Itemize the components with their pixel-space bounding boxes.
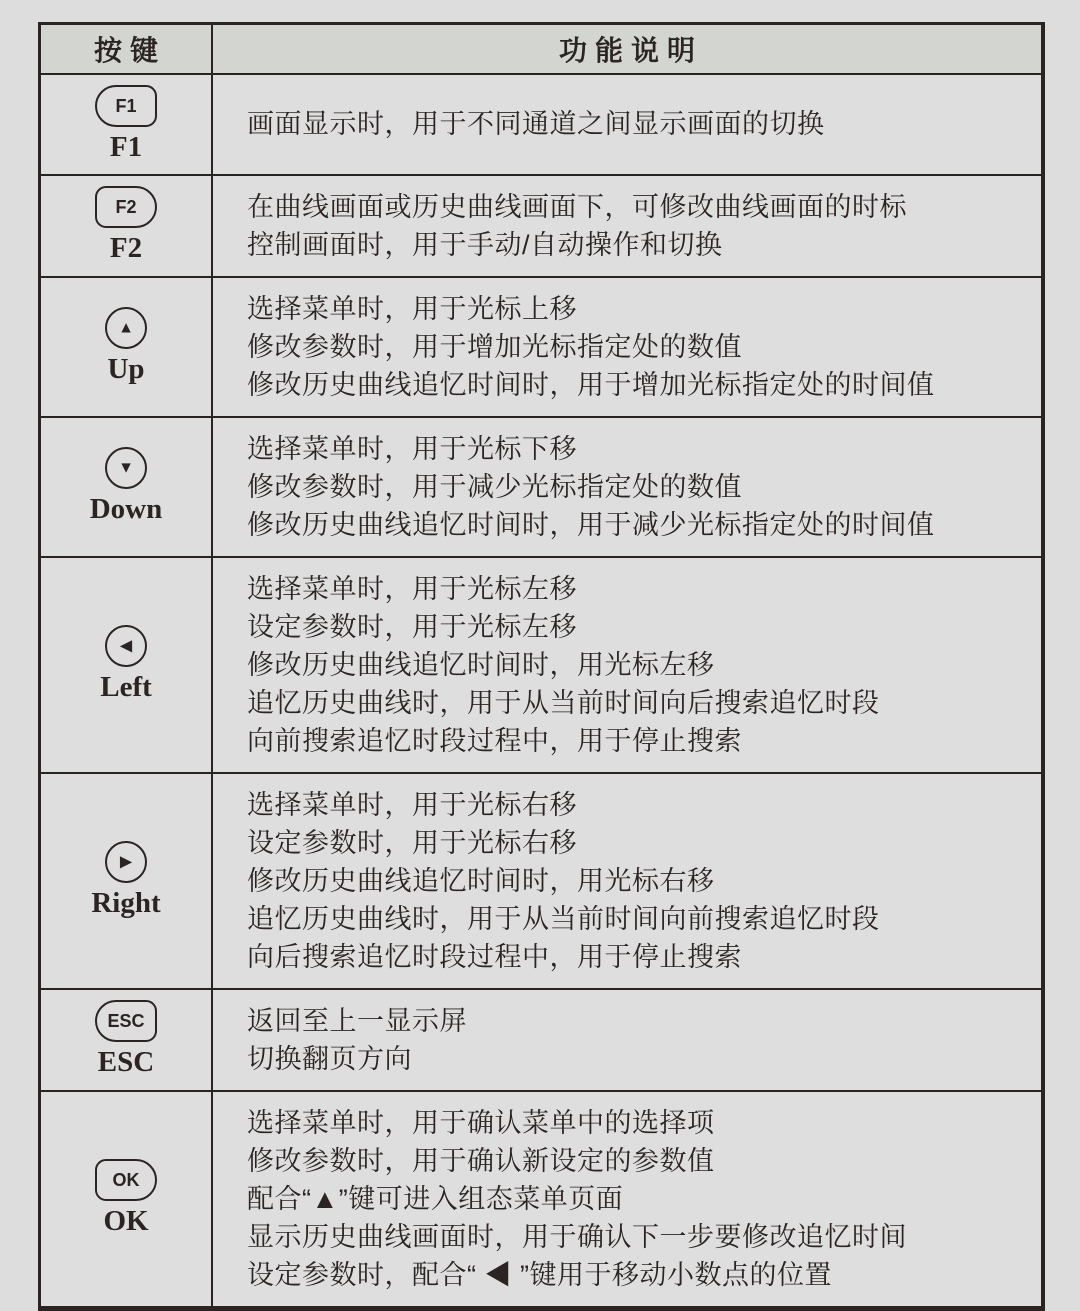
table-row-up [41, 276, 1041, 416]
header-cell-desc [213, 25, 1041, 73]
description-line: 修改历史曲线追忆时间时，用光标左移 [247, 649, 715, 680]
description-cell [213, 176, 1041, 276]
description-cell [213, 278, 1041, 416]
key-label: F1 [109, 131, 143, 163]
description-line: 选择菜单时，用于光标上移 [247, 293, 577, 324]
arrow-glyph: ▶ [119, 853, 133, 871]
key-cell [41, 990, 213, 1090]
description-line: 追忆历史曲线时，用于从当前时间向后搜索追忆时段 [247, 687, 880, 718]
right-arrow-icon [105, 841, 147, 883]
description-line: 修改参数时，用于确认新设定的参数值 [247, 1145, 715, 1176]
key-cell [41, 278, 213, 416]
table-row-down [41, 416, 1041, 556]
description-line: 选择菜单时，用于确认菜单中的选择项 [247, 1107, 715, 1138]
description-line: 控制画面时，用于手动/自动操作和切换 [247, 229, 723, 260]
description-line: 切换翻页方向 [247, 1043, 412, 1074]
keycap-text: F1 [115, 95, 137, 116]
key-label: Down [89, 493, 163, 526]
key-label: Right [91, 887, 161, 920]
keycap-text: ESC [107, 1010, 145, 1031]
key-label: Up [107, 353, 145, 386]
description-cell [213, 990, 1041, 1090]
key-function-table [38, 22, 1045, 1311]
key-cell [41, 176, 213, 276]
up-arrow-icon [105, 307, 147, 349]
key-cell [41, 418, 213, 556]
description-line: 设定参数时，配合“ ◀ ”键用于移动小数点的位置 [247, 1259, 832, 1290]
function-column-header: 功能说明 [558, 35, 703, 66]
key-column-header: 按键 [93, 35, 166, 66]
esc-key-icon [95, 1000, 157, 1042]
table-row-right [41, 772, 1041, 988]
key-cell [41, 558, 213, 772]
description-line: 选择菜单时，用于光标左移 [247, 573, 577, 604]
description-line: 修改参数时，用于减少光标指定处的数值 [247, 471, 742, 502]
description-cell [213, 558, 1041, 772]
description-line: 追忆历史曲线时，用于从当前时间向前搜索追忆时段 [247, 903, 880, 934]
description-line: 向后搜索追忆时段过程中，用于停止搜索 [247, 941, 742, 972]
description-line: 画面显示时，用于不同通道之间显示画面的切换 [247, 109, 825, 140]
arrow-glyph: ◀ [119, 637, 133, 655]
left-arrow-icon [105, 625, 147, 667]
f1-key-icon [95, 85, 157, 127]
description-cell [213, 75, 1041, 174]
key-label: OK [103, 1205, 149, 1238]
table-row-f1 [41, 73, 1041, 174]
keycap-text: F2 [115, 196, 137, 217]
description-line: 修改参数时，用于增加光标指定处的数值 [247, 331, 742, 362]
description-line: 设定参数时，用于光标右移 [247, 827, 577, 858]
description-line: 在曲线画面或历史曲线画面下，可修改曲线画面的时标 [247, 191, 907, 222]
key-cell [41, 774, 213, 988]
description-line: 设定参数时，用于光标左移 [247, 611, 577, 642]
description-cell [213, 1092, 1041, 1306]
description-line: 显示历史曲线画面时，用于确认下一步要修改追忆时间 [247, 1221, 907, 1252]
description-line: 选择菜单时，用于光标下移 [247, 433, 577, 464]
description-line: 返回至上一显示屏 [247, 1005, 467, 1036]
key-cell [41, 1092, 213, 1306]
key-cell [41, 75, 213, 174]
description-line: 选择菜单时，用于光标右移 [247, 789, 577, 820]
table-row-left [41, 556, 1041, 772]
description-line: 修改历史曲线追忆时间时，用于减少光标指定处的时间值 [247, 509, 935, 540]
description-line: 修改历史曲线追忆时间时，用于增加光标指定处的时间值 [247, 369, 935, 400]
header-cell-key [41, 25, 213, 73]
table-header-row [41, 25, 1041, 73]
keycap-text: OK [112, 1169, 140, 1190]
description-cell [213, 418, 1041, 556]
description-line: 配合“▲”键可进入组态菜单页面 [247, 1183, 624, 1214]
arrow-glyph: ▼ [118, 459, 134, 477]
down-arrow-icon [105, 447, 147, 489]
table-row-ok [41, 1090, 1041, 1306]
table-row-f2 [41, 174, 1041, 276]
table-row-esc [41, 988, 1041, 1090]
ok-key-icon [95, 1159, 157, 1201]
description-line: 向前搜索追忆时段过程中，用于停止搜索 [247, 725, 742, 756]
key-label: ESC [97, 1046, 155, 1079]
key-label: Left [100, 671, 152, 704]
description-cell [213, 774, 1041, 988]
arrow-glyph: ▲ [118, 319, 134, 337]
description-line: 修改历史曲线追忆时间时，用光标右移 [247, 865, 715, 896]
f2-key-icon [95, 186, 157, 228]
key-label: F2 [109, 232, 143, 265]
